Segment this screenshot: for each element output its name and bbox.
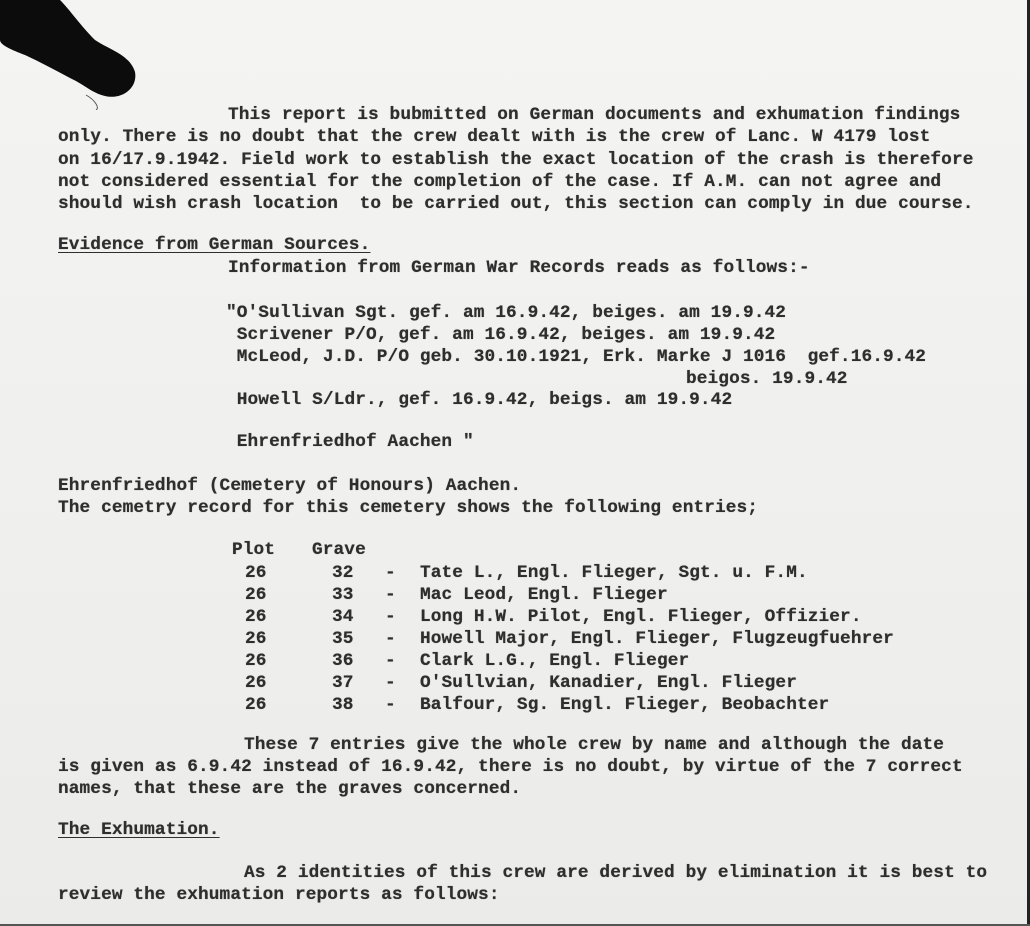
grave-cell: 32	[332, 563, 354, 583]
intro-line: not considered essential for the completion of the case. If A.M. can not agree and	[58, 172, 942, 192]
conclusion-line: is given as 6.9.42 instead of 16.9.42, there is no doubt, by virtue of the 7 correct	[58, 757, 963, 777]
entry-text: Tate L., Engl. Flieger, Sgt. u. F.M.	[420, 563, 808, 583]
exhumation-line: review the exhumation reports as follows:	[58, 885, 500, 905]
entry-text: Howell Major, Engl. Flieger, Flugzeugfuehrer	[420, 629, 894, 649]
intro-line: should wish crash location to be carried out, this section can comply in due course.	[58, 194, 974, 214]
entry-text: Clark L.G., Engl. Flieger	[420, 651, 690, 671]
plot-cell: 26	[245, 607, 267, 627]
grave-cell: 38	[332, 695, 354, 715]
conclusion-line: names, that these are the graves concerned.	[58, 779, 522, 799]
record-quote-line: Howell S/Ldr., gef. 16.9.42, beigs. am 19.9.42	[226, 390, 733, 410]
dash-separator: -	[385, 695, 396, 715]
cemetery-intro: The cemetry record for this cemetery shows the following entries;	[58, 498, 759, 518]
plot-cell: 26	[245, 673, 267, 693]
evidence-intro: Information from German War Records reads as follows:-	[228, 258, 810, 278]
dash-separator: -	[385, 607, 396, 627]
column-header-plot: Plot	[232, 540, 276, 560]
record-quote-line: "O'Sullivan Sgt. gef. am 16.9.42, beiges. am 19.9.42	[226, 303, 787, 323]
plot-cell: 26	[245, 629, 267, 649]
entry-text: Mac Leod, Engl. Flieger	[420, 585, 668, 605]
dash-separator: -	[385, 651, 396, 671]
dash-separator: -	[385, 673, 396, 693]
section-heading-exhumation: The Exhumation.	[58, 820, 220, 840]
record-quote-closing: Ehrenfriedhof Aachen "	[226, 432, 474, 452]
dash-separator: -	[385, 629, 396, 649]
column-header-grave: Grave	[312, 540, 366, 560]
grave-cell: 34	[332, 607, 354, 627]
plot-cell: 26	[245, 585, 267, 605]
section-heading-evidence: Evidence from German Sources.	[58, 235, 371, 255]
entry-text: Long H.W. Pilot, Engl. Flieger, Offizier.	[420, 607, 862, 627]
entry-text: O'Sullvian, Kanadier, Engl. Flieger	[420, 673, 797, 693]
record-quote-line: beigos. 19.9.42	[686, 369, 848, 389]
record-quote-line: McLeod, J.D. P/O geb. 30.10.1921, Erk. Marke J 1016 gef.16.9.42	[226, 347, 927, 367]
conclusion-line: These 7 entries give the whole crew by name and although the date	[244, 735, 945, 755]
entry-text: Balfour, Sg. Engl. Flieger, Beobachter	[420, 695, 830, 715]
plot-cell: 26	[245, 651, 267, 671]
dash-separator: -	[385, 563, 396, 583]
grave-cell: 35	[332, 629, 354, 649]
plot-cell: 26	[245, 695, 267, 715]
cemetery-heading: Ehrenfriedhof (Cemetery of Honours) Aachen.	[58, 476, 522, 496]
plot-cell: 26	[245, 563, 267, 583]
record-quote-line: Scrivener P/O, gef. am 16.9.42, beiges. am 19.9.42	[226, 325, 776, 345]
intro-line: on 16/17.9.1942. Field work to establish the exact location of the crash is therefore	[58, 150, 974, 170]
grave-cell: 33	[332, 585, 354, 605]
grave-cell: 37	[332, 673, 354, 693]
intro-line: This report is bubmitted on German documents and exhumation findings	[228, 105, 961, 125]
dash-separator: -	[385, 585, 396, 605]
ink-blot	[0, 0, 150, 110]
grave-cell: 36	[332, 651, 354, 671]
exhumation-line: As 2 identities of this crew are derived by elimination it is best to	[244, 863, 988, 883]
intro-line: only. There is no doubt that the crew dealt with is the crew of Lanc. W 4179 lost	[58, 127, 931, 147]
